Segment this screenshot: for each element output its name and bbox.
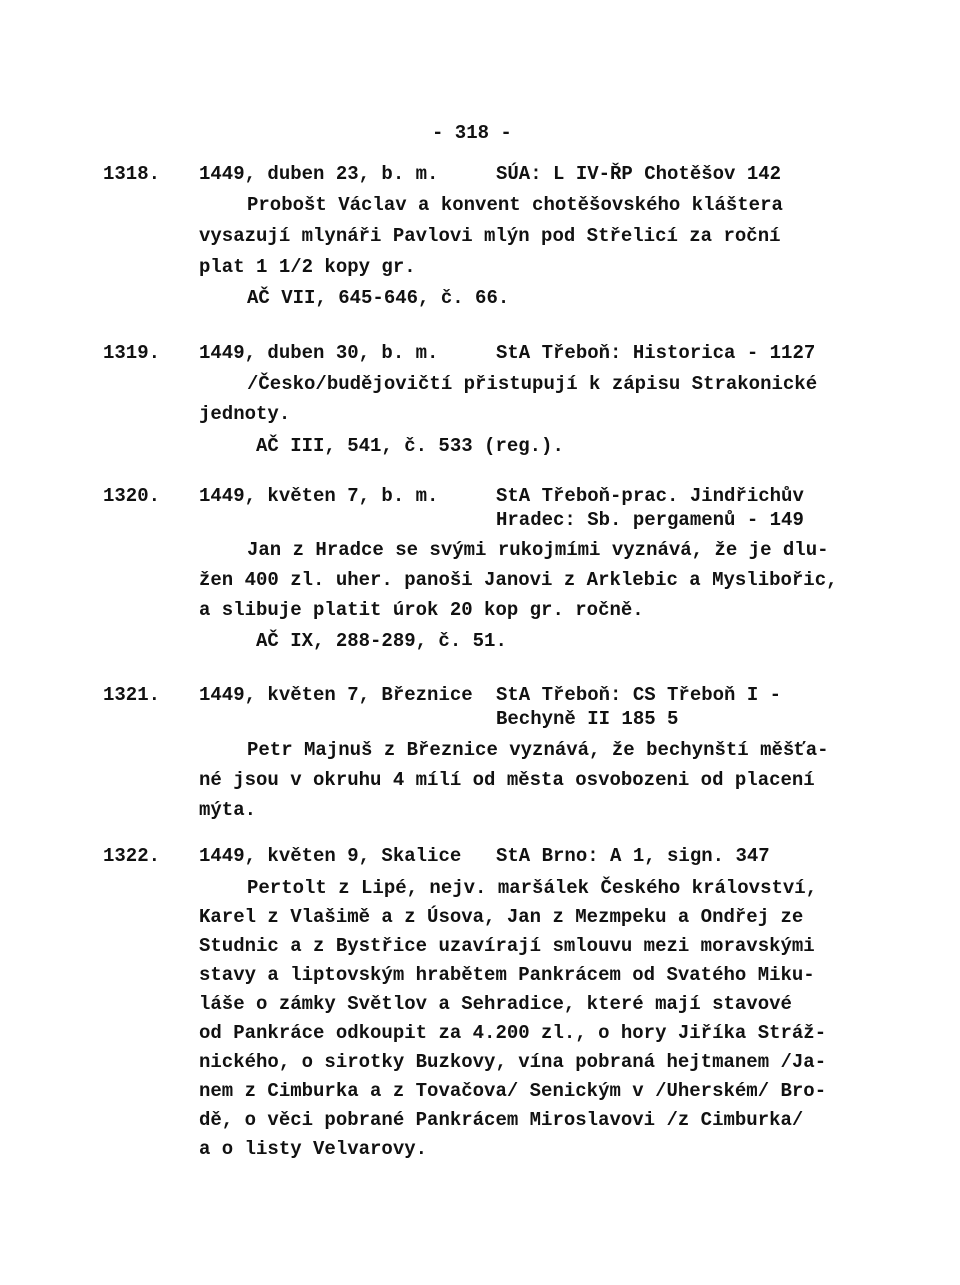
- entry-text-line: Studnic a z Bystřice uzavírají smlouvu mezi moravskými: [199, 935, 815, 957]
- entry-text-line: od Pankráce odkoupit za 4.200 zl., o hory Jiříka Stráž-: [199, 1022, 827, 1044]
- entry-text-line: mýta.: [199, 799, 257, 821]
- entry-date: 1449, duben 30, b. m.: [199, 342, 439, 364]
- entry-text-line: žen 400 zl. uher. panoši Janovi z Arklebic a Myslibořic,: [199, 569, 838, 591]
- entry-number: 1320.: [103, 485, 161, 507]
- entry-archive: StA Třeboň-prac. Jindřichův: [496, 485, 804, 507]
- entry-text-line: Jan z Hradce se svými rukojmími vyznává, že je dlu-: [247, 539, 829, 561]
- entry-archive: Bechyně II 185 5: [496, 708, 679, 730]
- entry-text-line: Pertolt z Lipé, nejv. maršálek Českého království,: [247, 877, 818, 899]
- entry-text-line: nického, o sirotky Buzkovy, vína pobraná hejtmanem /Ja-: [199, 1051, 827, 1073]
- entry-number: 1322.: [103, 845, 161, 867]
- entry-text-line: /Česko/budějovičtí přistupují k zápisu Strakonické: [247, 373, 818, 395]
- entry-date: 1449, duben 23, b. m.: [199, 163, 439, 185]
- entry-number: 1319.: [103, 342, 161, 364]
- entry-text-line: Karel z Vlašimě a z Úsova, Jan z Mezmpeku a Ondřej ze: [199, 906, 804, 928]
- entry-text-line: plat 1 1/2 kopy gr.: [199, 256, 416, 278]
- entry-archive: StA Třeboň: CS Třeboň I -: [496, 684, 782, 706]
- entry-reference: AČ VII, 645-646, č. 66.: [247, 287, 510, 309]
- entry-text-line: nem z Cimburka a z Tovačova/ Senickým v /Uherském/ Bro-: [199, 1080, 827, 1102]
- entry-reference: AČ IX, 288-289, č. 51.: [256, 630, 507, 652]
- entry-text-line: vysazují mlynáři Pavlovi mlýn pod Střelicí za roční: [199, 225, 781, 247]
- entry-date: 1449, květen 7, Březnice: [199, 684, 473, 706]
- entry-text-line: jednoty.: [199, 403, 291, 425]
- entry-number: 1318.: [103, 163, 161, 185]
- entry-date: 1449, květen 9, Skalice: [199, 845, 462, 867]
- entry-archive: SÚA: L IV-ŘP Chotěšov 142: [496, 163, 782, 185]
- entry-text-line: a slibuje platit úrok 20 kop gr. ročně.: [199, 599, 644, 621]
- entry-text-line: stavy a liptovským hrabětem Pankrácem od Svatého Miku-: [199, 964, 815, 986]
- entry-archive: StA Třeboň: Historica - 1127: [496, 342, 816, 364]
- entry-text-line: a o listy Velvarovy.: [199, 1138, 428, 1160]
- entry-archive: StA Brno: A 1, sign. 347: [496, 845, 770, 867]
- entry-text-line: láše o zámky Světlov a Sehradice, které mají stavové: [199, 993, 792, 1015]
- entry-text-line: dě, o věci pobrané Pankrácem Miroslavovi /z Cimburka/: [199, 1109, 804, 1131]
- entry-archive: Hradec: Sb. pergamenů - 149: [496, 509, 804, 531]
- entry-number: 1321.: [103, 684, 161, 706]
- entry-text-line: né jsou v okruhu 4 mílí od města osvobozeni od placení: [199, 769, 815, 791]
- entry-text-line: Probošt Václav a konvent chotěšovského kláštera: [247, 194, 783, 216]
- entry-reference: AČ III, 541, č. 533 (reg.).: [256, 435, 564, 457]
- page-number: - 318 -: [432, 122, 512, 144]
- entry-text-line: Petr Majnuš z Březnice vyznává, že bechynští měšťa-: [247, 739, 829, 761]
- entry-date: 1449, květen 7, b. m.: [199, 485, 439, 507]
